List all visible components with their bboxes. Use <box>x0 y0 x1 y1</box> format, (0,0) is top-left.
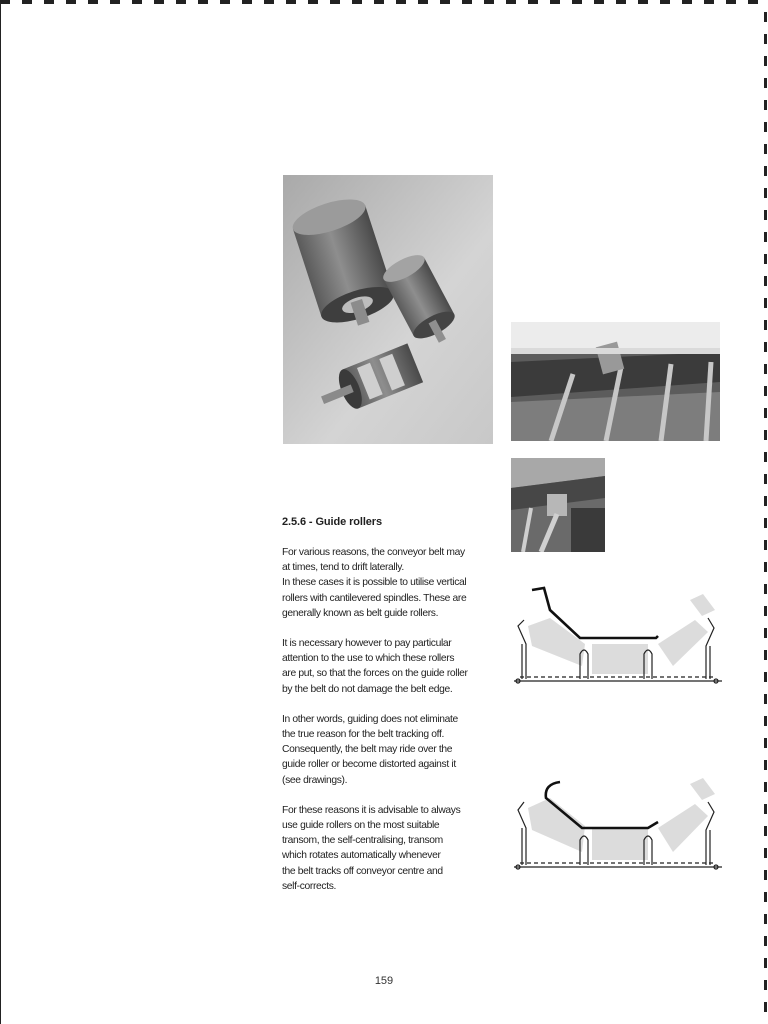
paragraph <box>282 712 493 788</box>
text-line: which rotates automatically whenever <box>282 850 441 862</box>
text-line: Consequently, the belt may ride over the <box>282 744 453 756</box>
text-line: rollers with cantilevered spindles. These are <box>282 592 467 604</box>
page-left-edge <box>0 4 1 1024</box>
page-number: 159 <box>374 975 394 987</box>
text-line: are put, so that the forces on the guide roller <box>282 668 468 680</box>
belt-distorted-drawing <box>510 770 725 876</box>
text-line: It is necessary however to pay particular <box>282 638 452 650</box>
paragraph <box>282 636 493 697</box>
text-line: by the belt do not damage the belt edge. <box>282 683 453 695</box>
text-line: (see drawings). <box>282 774 348 786</box>
text-line: attention to the use to which these rollers <box>282 653 455 665</box>
text-line: For various reasons, the conveyor belt may <box>282 547 465 558</box>
guide-rollers-product-photo <box>283 175 493 444</box>
text-line: guide roller or become distorted against it <box>282 759 456 771</box>
section-heading: 2.5.6 - Guide rollers <box>282 516 382 528</box>
text-line: In other words, guiding does not eliminate <box>282 713 458 725</box>
text-line: the true reason for the belt tracking off. <box>282 729 444 741</box>
text-line: generally known as belt guide rollers. <box>282 607 439 619</box>
text-line: For these reasons it is advisable to always <box>282 804 461 816</box>
installed-guide-roller-photo <box>511 322 720 441</box>
text-line: use guide rollers on the most suitable <box>282 820 440 832</box>
text-line: the belt tracks off conveyor centre and <box>282 865 443 877</box>
text-line: transom, the self-centralising, transom <box>282 835 443 847</box>
section-body <box>282 545 493 909</box>
guide-roller-detail-photo <box>511 458 605 552</box>
text-line: In these cases it is possible to utilise vertical <box>282 577 467 589</box>
paragraph <box>282 545 493 621</box>
text-line: at times, tend to drift laterally. <box>282 562 404 574</box>
page-right-dashed-edge <box>764 12 767 1024</box>
paragraph <box>282 803 493 894</box>
belt-over-guide-roller-drawing <box>510 584 725 690</box>
page-top-dashed-edge <box>0 0 768 4</box>
text-line: self-corrects. <box>282 880 337 892</box>
